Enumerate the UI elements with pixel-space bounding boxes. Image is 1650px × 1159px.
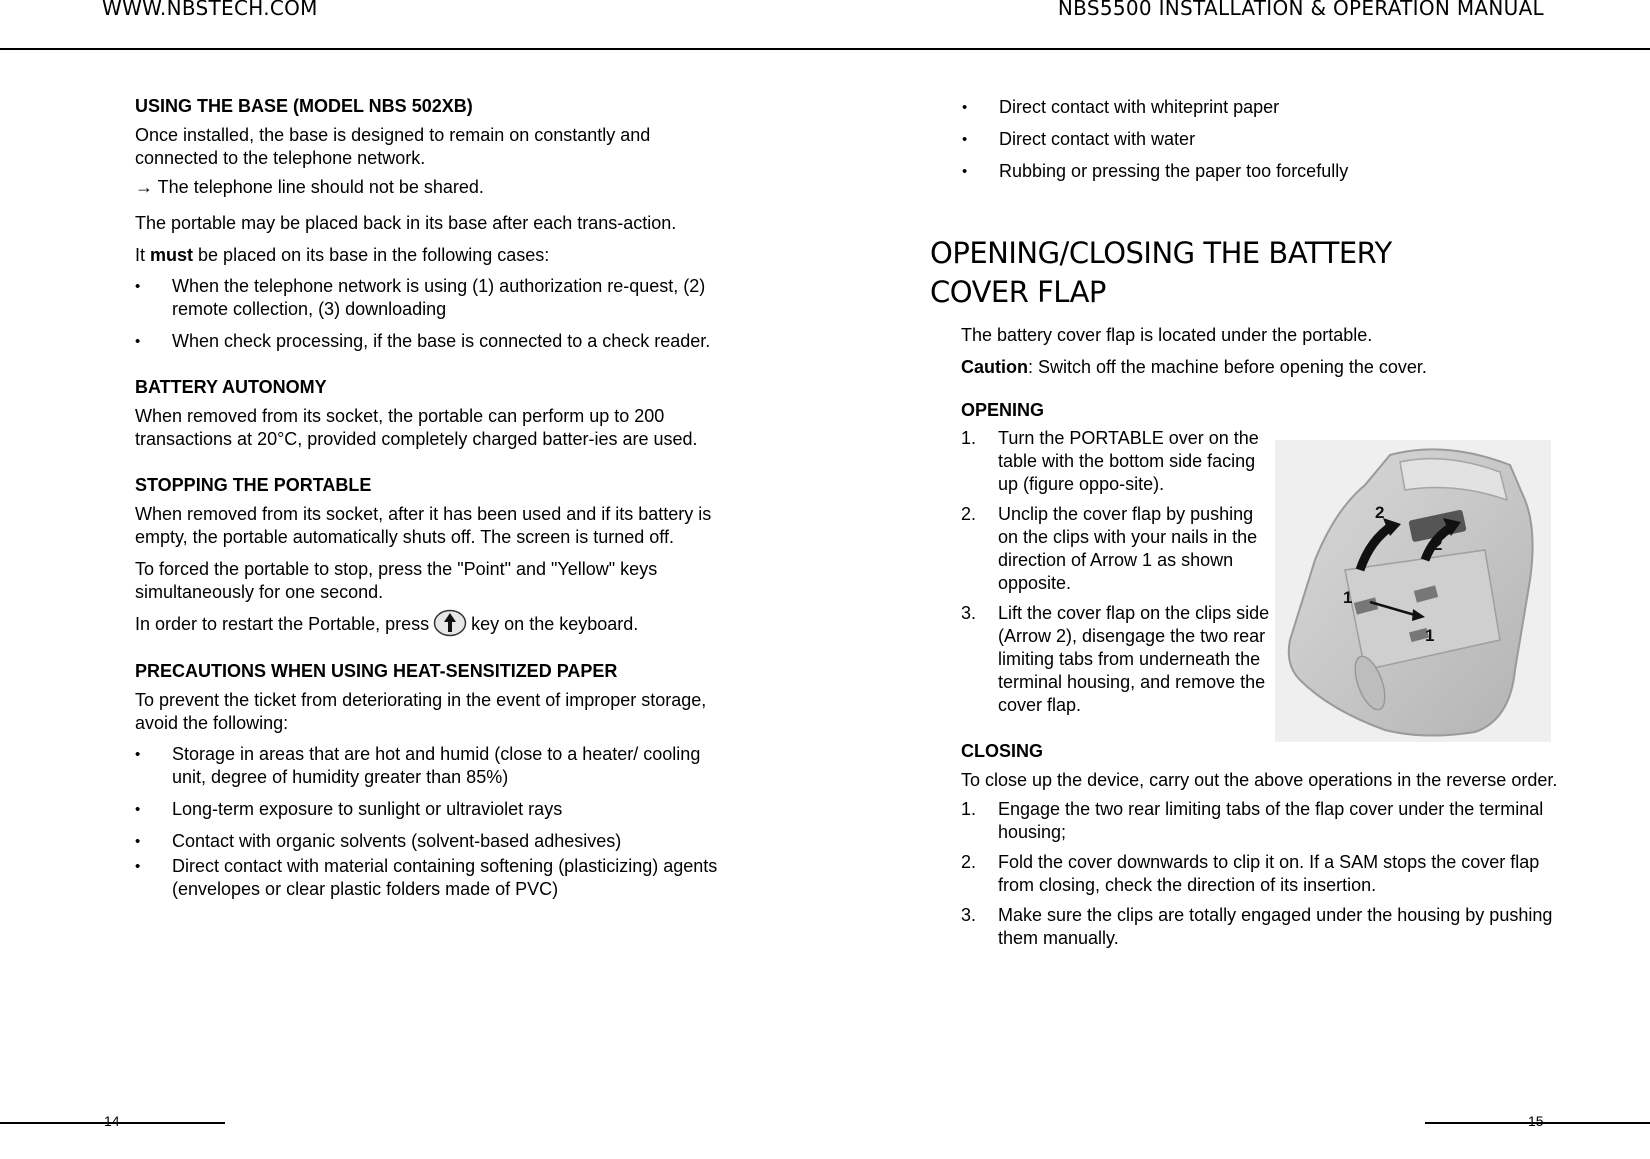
opening-steps [961, 427, 1271, 717]
paragraph: When removed from its socket, after it has been used and if its battery is empty, the portable automatically shuts off. The screen is turned off. [135, 504, 712, 547]
bullet-list-precautions-continued [962, 96, 1562, 183]
section-title-battery-autonomy: BATTERY AUTONOMY [135, 377, 327, 397]
page-number-left: 14 [104, 1113, 120, 1129]
bullet-list-precautions [135, 743, 725, 901]
paragraph-restart: In order to restart the Portable, press key on the keyboard. [135, 613, 725, 637]
subsection-title-closing: CLOSING [961, 741, 1044, 761]
header-website: WWW.NBSTECH.COM [102, 0, 318, 20]
arrow-label: 2 [1375, 503, 1385, 522]
right-page-column [962, 96, 1562, 183]
arrow-label: 2 [1433, 535, 1443, 554]
list-item: • When the telephone network is using (1) authorization re-quest, (2) remote collection, (3) downloading [135, 275, 725, 321]
left-page-column [135, 95, 725, 901]
paragraph: To close up the device, carry out the above operations in the reverse order. [961, 770, 1558, 790]
list-item: • Storage in areas that are hot and humid (close to a heater/ cooling unit, degree of humidity greater than 85%) [135, 743, 725, 789]
paragraph: Once installed, the base is designed to remain on constantly and connected to the telephone network. [135, 125, 651, 168]
paragraph: The battery cover flap is located under the portable. [961, 325, 1373, 345]
paragraph: When removed from its socket, the portable can perform up to 200 transactions at 20°C, provided completely charged batter-ies are used. [135, 406, 698, 449]
section-title-stopping-portable: STOPPING THE PORTABLE [135, 475, 372, 495]
terminal-illustration [1275, 440, 1551, 742]
arrow-label: 1 [1343, 588, 1353, 607]
paragraph-must: It must be placed on its base in the following cases: [135, 245, 550, 265]
section-title-battery-cover: OPENING/CLOSING THE BATTERY COVER FLAP [930, 236, 1392, 309]
subsection-title-opening: OPENING [961, 400, 1045, 420]
list-item: • Rubbing or pressing the paper too forcefully [962, 160, 1562, 183]
list-item: 1. Engage the two rear limiting tabs of the flap cover under the terminal housing; [961, 799, 1544, 842]
header-manual-title: NBS5500 INSTALLATION & OPERATION MANUAL [1057, 0, 1544, 20]
bullet-list-base-cases [135, 275, 725, 353]
list-item: 3. Make sure the clips are totally engaged under the housing by pushing them manually. [961, 905, 1553, 948]
list-item: • Direct contact with whiteprint paper [962, 96, 1562, 119]
list-item: • Direct contact with water [962, 128, 1562, 151]
arrow-label: 1 [1425, 626, 1435, 645]
closing-steps [961, 798, 1561, 950]
list-item: 2. Fold the cover downwards to clip it on. If a SAM stops the cover flap from closing, check the direction of its insertion. [961, 852, 1540, 895]
list-item: • Direct contact with material containing softening (plasticizing) agents (envelopes or clear plastic folders made of PVC) [135, 855, 725, 901]
list-item: 2. Unclip the cover flap by pushing on the clips with your nails in the direction of Arrow 1 as shown opposite. [961, 504, 1258, 593]
paragraph: To forced the portable to stop, press the "Point" and "Yellow" keys simultaneously for one second. [135, 559, 658, 602]
list-item: 1. Turn the PORTABLE over on the table with the bottom side facing up (figure oppo-site). [961, 428, 1259, 494]
list-item: • Long-term exposure to sunlight or ultraviolet rays [135, 798, 725, 821]
paragraph: The portable may be placed back in its base after each trans-action. [135, 213, 677, 233]
page-number-right: 15 [1528, 1113, 1544, 1129]
paragraph-note: → The telephone line should not be shared. [135, 177, 484, 197]
list-item: • Contact with organic solvents (solvent-based adhesives) [135, 830, 725, 853]
up-arrow-key-icon [433, 609, 467, 637]
terminal-underside-photo [1275, 440, 1551, 742]
header-rule [0, 48, 1650, 50]
paragraph: To prevent the ticket from deteriorating in the event of improper storage, avoid the following: [135, 690, 707, 734]
emphasis-must: must [150, 245, 194, 265]
paragraph-caution: Caution: Switch off the machine before opening the cover. [961, 357, 1427, 377]
section-title-using-base: USING THE BASE (MODEL NBS 502XB) [135, 96, 473, 116]
list-item: • When check processing, if the base is connected to a check reader. [135, 330, 725, 353]
caution-label: Caution [961, 357, 1028, 377]
list-item: 3. Lift the cover flap on the clips side (Arrow 2), disengage the two rear limiting tabs from underneath the terminal housing, and remove the cover flap. [961, 603, 1270, 715]
section-title-precautions: PRECAUTIONS WHEN USING HEAT-SENSITIZED PAPER [135, 661, 618, 682]
